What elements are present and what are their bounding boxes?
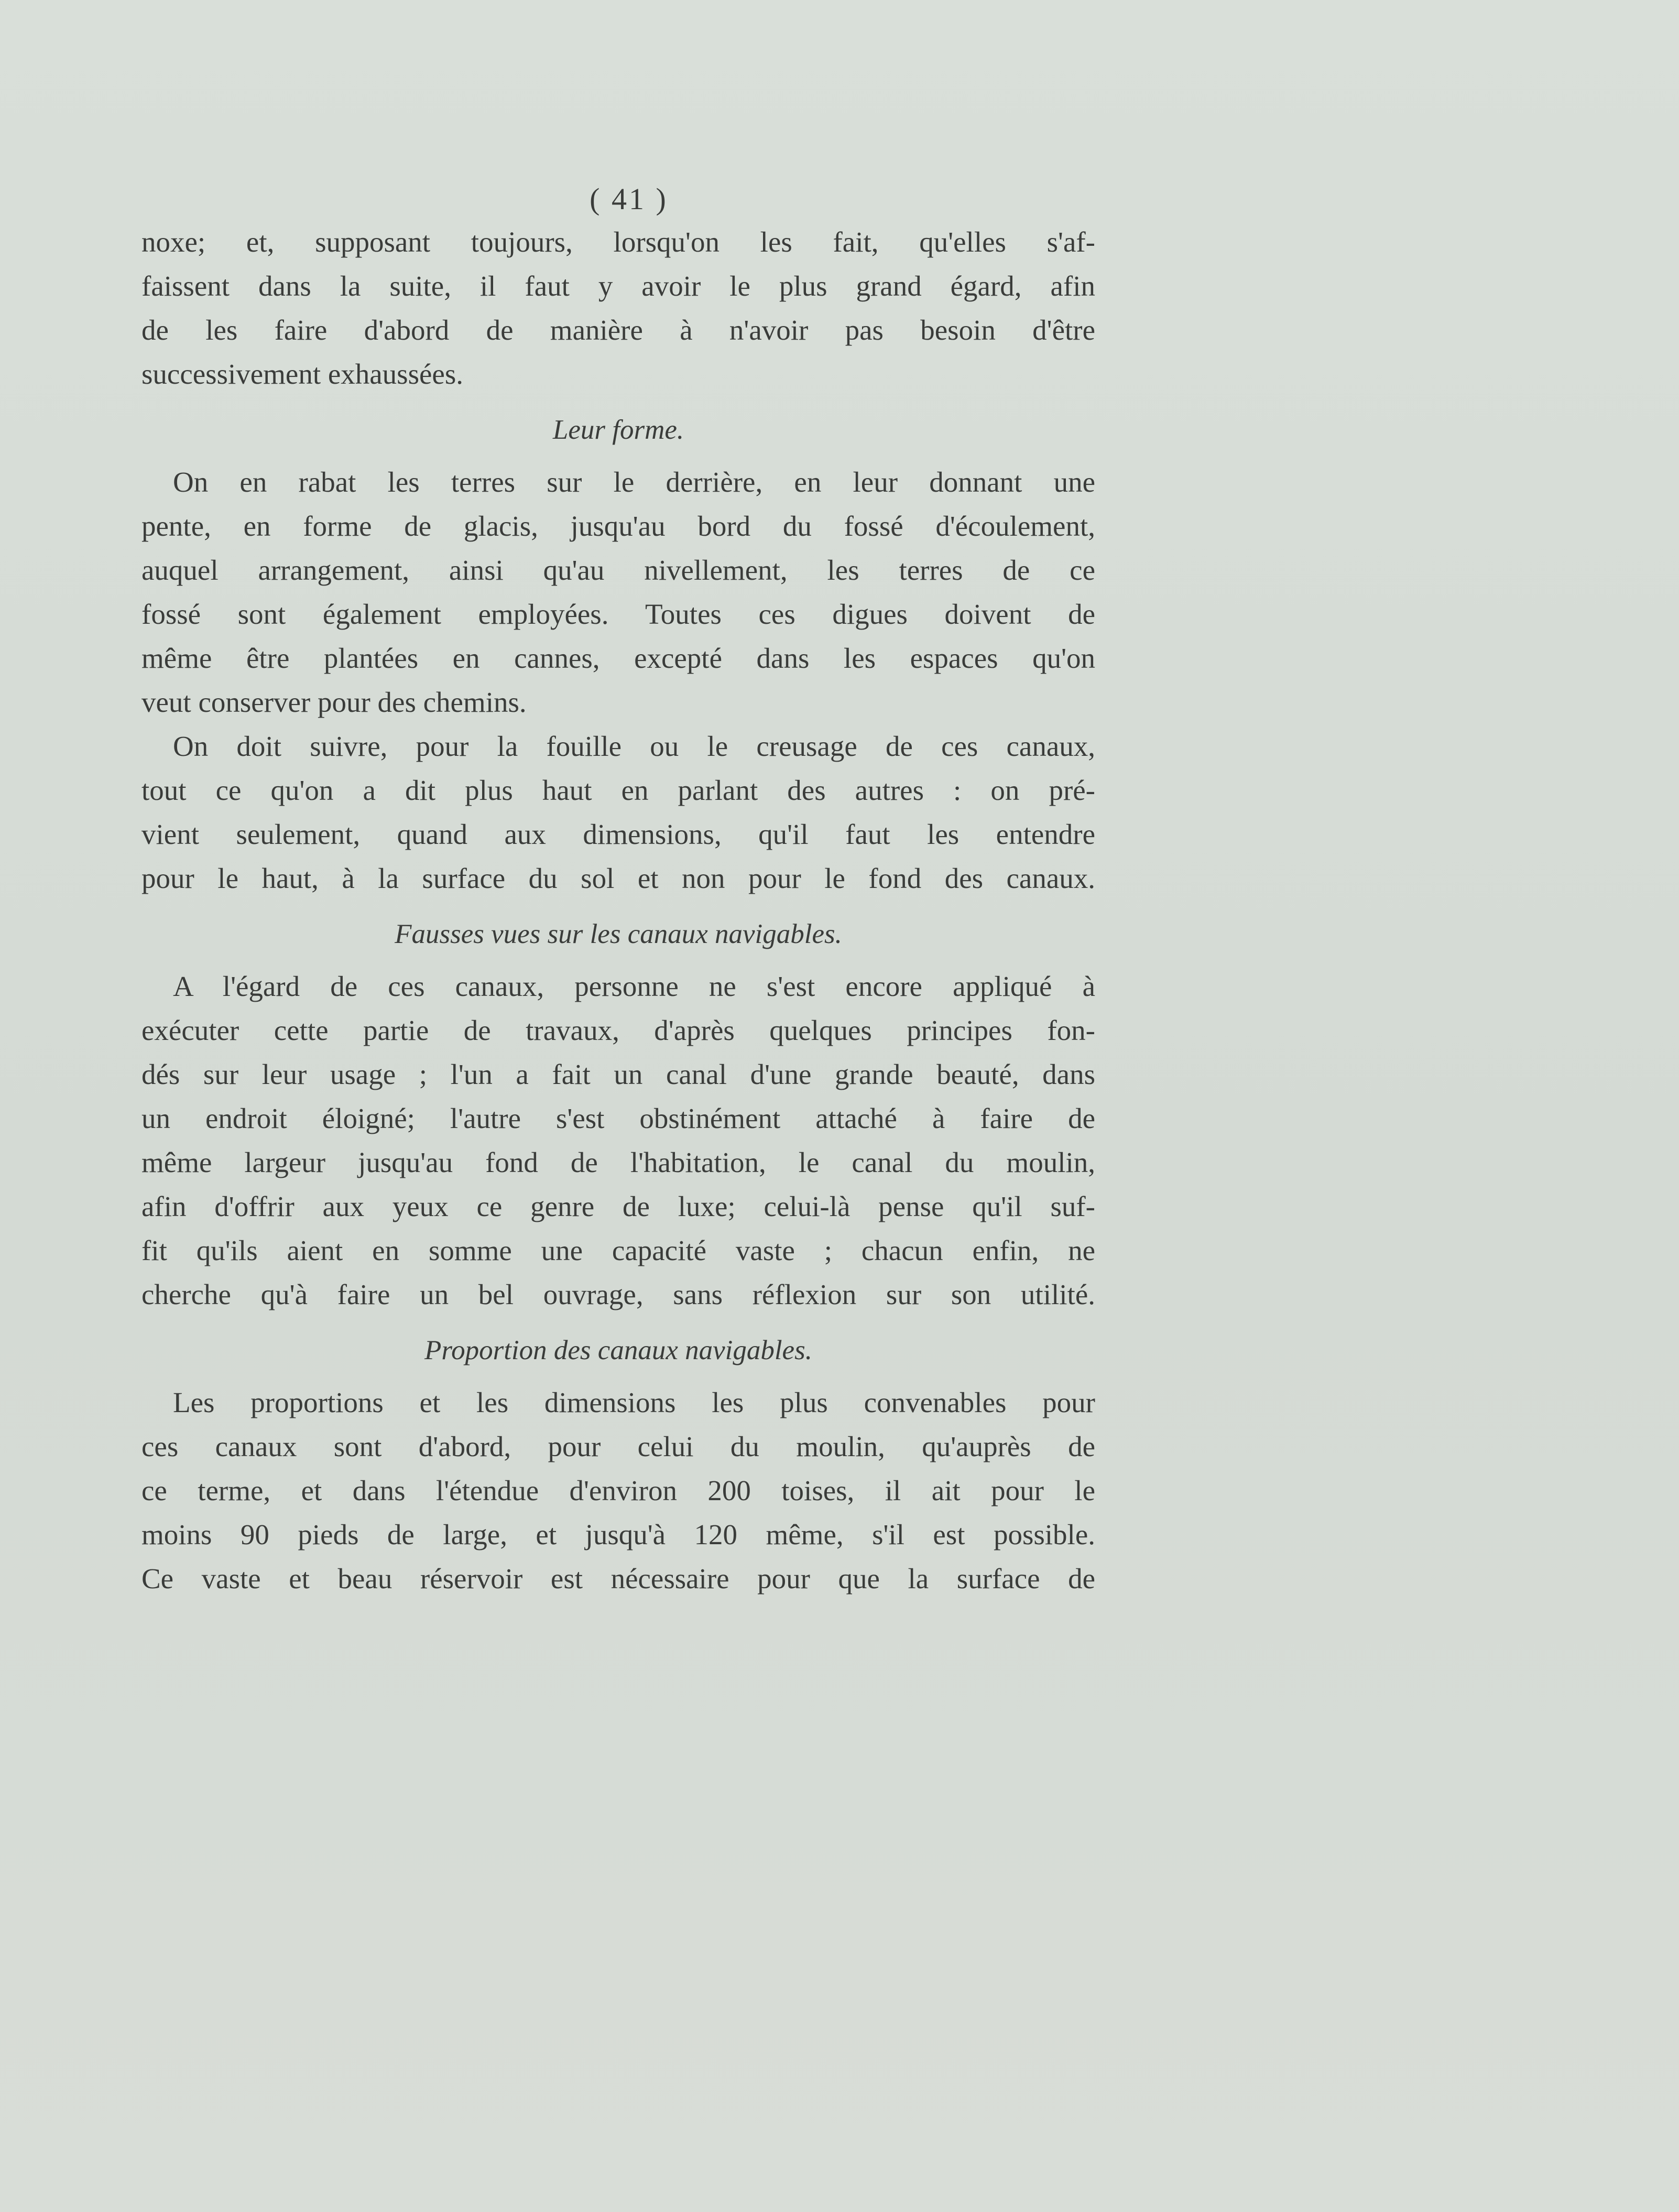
text-line: ce terme, et dans l'étendue d'environ 200 toises, il ait pour le <box>141 1474 1095 1506</box>
paragraph <box>141 460 1095 724</box>
text-line: dés sur leur usage ; l'un a fait un canal d'une grande beauté, dans <box>141 1058 1095 1090</box>
paragraph <box>141 1381 1095 1601</box>
text-line: afin d'offrir aux yeux ce genre de luxe; celui-là pense qu'il suf- <box>141 1190 1095 1222</box>
page-number: ( 41 ) <box>590 182 668 216</box>
text-line: moins 90 pieds de large, et jusqu'à 120 même, s'il est possible. <box>141 1519 1095 1550</box>
text-line: fossé sont également employées. Toutes ces digues doivent de <box>141 598 1095 630</box>
text-line: de les faire d'abord de manière à n'avoir pas besoin d'être <box>141 314 1095 346</box>
text-line: tout ce qu'on a dit plus haut en parlant des autres : on pré- <box>141 774 1095 806</box>
text-line: On en rabat les terres sur le derrière, en leur donnant une <box>173 466 1095 498</box>
section-heading-proportion: Proportion des canaux navigables. <box>424 1335 812 1365</box>
page-text-block <box>141 178 1095 1601</box>
text-line: auquel arrangement, ainsi qu'au nivellement, les terres de ce <box>141 554 1095 586</box>
section-heading-leur-forme: Leur forme. <box>552 415 684 445</box>
text-line: veut conserver pour des chemins. <box>141 686 527 718</box>
text-line: faissent dans la suite, il faut y avoir le plus grand égard, afin <box>141 270 1095 302</box>
paragraph <box>141 724 1095 901</box>
text-line: un endroit éloigné; l'autre s'est obstinément attaché à faire de <box>141 1102 1095 1134</box>
text-line: ces canaux sont d'abord, pour celui du moulin, qu'auprès de <box>141 1430 1095 1462</box>
text-line: pente, en forme de glacis, jusqu'au bord du fossé d'écoulement, <box>141 510 1095 542</box>
text-line: noxe; et, supposant toujours, lorsqu'on les fait, qu'elles s'af- <box>141 226 1095 258</box>
text-line: même être plantées en cannes, excepté dans les espaces qu'on <box>141 642 1095 674</box>
text-line: même largeur jusqu'au fond de l'habitation, le canal du moulin, <box>141 1146 1095 1178</box>
section-heading-fausses-vues: Fausses vues sur les canaux navigables. <box>395 919 842 949</box>
text-line: exécuter cette partie de travaux, d'après quelques principes fon- <box>141 1014 1095 1046</box>
paragraph-continuation <box>141 220 1095 396</box>
paragraph <box>141 964 1095 1317</box>
text-line: cherche qu'à faire un bel ouvrage, sans réflexion sur son utilité. <box>141 1278 1095 1310</box>
text-line: On doit suivre, pour la fouille ou le creusage de ces canaux, <box>173 730 1095 762</box>
text-line: Les proportions et les dimensions les plus convenables pour <box>173 1386 1095 1418</box>
text-line: pour le haut, à la surface du sol et non pour le fond des canaux. <box>141 862 1095 894</box>
text-line: Ce vaste et beau réservoir est nécessaire pour que la surface de <box>141 1563 1095 1595</box>
text-line: fit qu'ils aient en somme une capacité vaste ; chacun enfin, ne <box>141 1234 1095 1266</box>
text-line: successivement exhaussées. <box>141 358 463 390</box>
text-line: A l'égard de ces canaux, personne ne s'est encore appliqué à <box>173 970 1095 1002</box>
text-line: vient seulement, quand aux dimensions, qu'il faut les entendre <box>141 818 1095 850</box>
